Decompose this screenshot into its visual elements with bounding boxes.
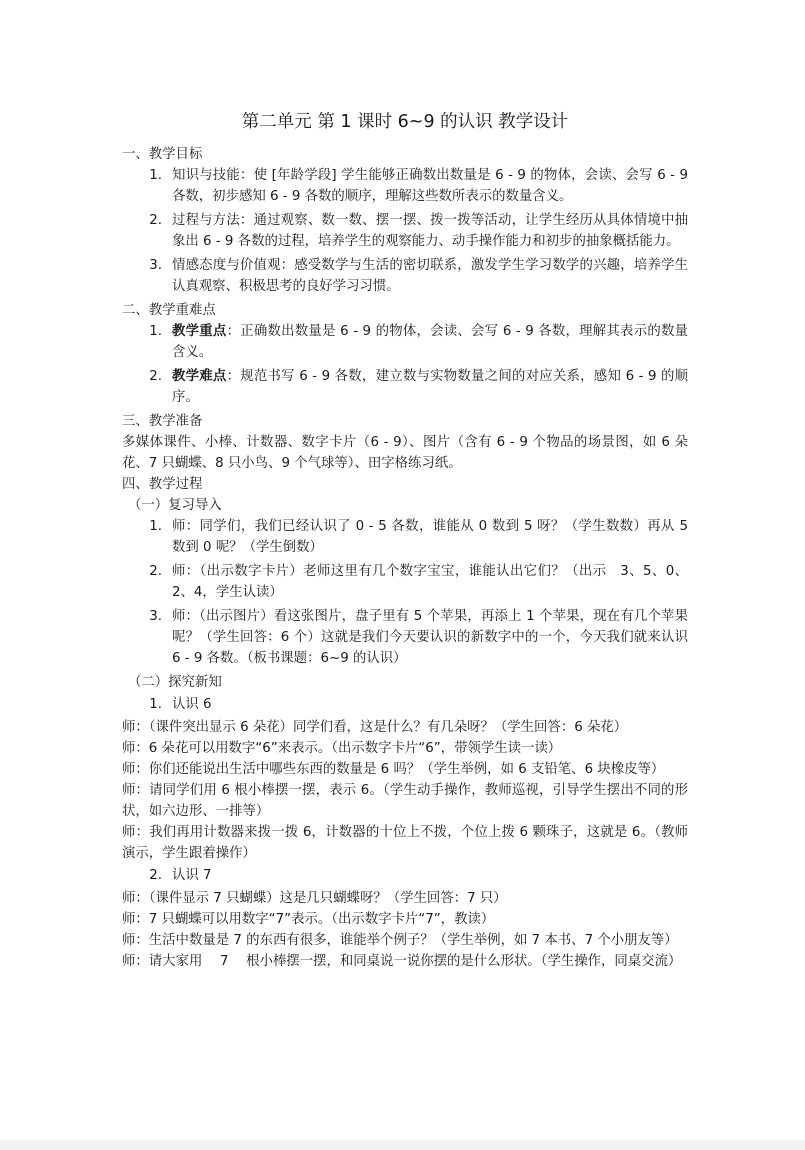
paragraph: 师：6 朵花可以用数字“6”来表示。（出示数字卡片“6”，带领学生读一读）	[122, 741, 562, 756]
section-heading-process: 四、教学过程	[122, 477, 203, 492]
list-text: 过程与方法：通过观察、数一数、摆一摆、拨一拨等活动，让学生经历从具体情境中抽象出 6 - 9 各数的过程，培养学生的观察能力、动手操作能力和初步的抽象概括能力。	[172, 213, 688, 249]
paragraph: 师：（课件显示 7 只蝴蝶）这是几只蝴蝶呀？（学生回答：7 只）	[122, 891, 507, 906]
list-item	[122, 210, 688, 252]
subsection-heading-explore: （二）探究新知	[128, 675, 222, 690]
subsection-heading-review: （一）复习导入	[128, 498, 222, 513]
list-number: 1.	[149, 168, 162, 183]
list-number: 2.	[149, 868, 162, 883]
list-item	[122, 606, 688, 669]
paragraph: 师：我们再用计数器来拨一拨 6，计数器的十位上不拨，个位上拨 6 颗珠子，这就是 6。（教师演示，学生跟着操作）	[122, 825, 688, 861]
paragraph: 师：生活中数量是 7 的东西有很多，谁能举个例子？（学生举例，如 7 本书、7 个小朋友等）	[122, 933, 678, 948]
list-text: 师：（出示图片）看这张图片，盘子里有 5 个苹果，再添上 1 个苹果，现在有几个苹果呢？（学生回答：6 个）这就是我们今天要认识的新数字中的一个，今天我们就来认识 6 - 9 各数。（板书课题：6~9 的认识）	[172, 609, 688, 666]
list-item	[122, 255, 688, 297]
list-bold-label: 教学重点	[172, 324, 227, 339]
paragraph: 师：你们还能说出生活中哪些东西的数量是 6 吗？（学生举例，如 6 支铅笔、6 块橡皮等）	[122, 762, 665, 777]
section-heading-objectives: 一、教学目标	[122, 147, 203, 162]
section-heading-key-points: 二、教学重难点	[122, 303, 216, 318]
list-number: 3.	[149, 258, 162, 273]
part-title: 认识 7	[172, 868, 212, 883]
paragraph: 师：（课件突出显示 6 朵花）同学们看，这是什么？有几朵呀？（学生回答：6 朵花）	[122, 720, 628, 735]
list-item	[122, 165, 688, 207]
list-number: 1.	[149, 519, 162, 534]
paragraph: 师：7 只蝴蝶可以用数字“7”表示。（出示数字卡片“7”，教读）	[122, 912, 495, 927]
list-number: 2.	[149, 564, 162, 579]
part-title: 认识 6	[172, 697, 212, 712]
list-text: 师：（出示数字卡片）老师这里有几个数字宝宝，谁能认出它们？（出示 3、5、0、2、4，学生认读）	[172, 564, 688, 600]
section-heading-preparation: 三、教学准备	[122, 414, 203, 429]
list-body: ：正确数出数量是 6 - 9 的物体，会读、会写 6 - 9 各数，理解其表示的数量含义。	[172, 324, 688, 360]
preparation-text: 多媒体课件、小棒、计数器、数字卡片（6 - 9）、图片（含有 6 - 9 个物品的场景图，如 6 朵花、7 只蝴蝶、8 只小鸟、9 个气球等）、田字格练习纸。	[122, 435, 688, 471]
list-number: 1.	[149, 324, 162, 339]
list-text	[172, 366, 688, 408]
part-heading-6	[122, 694, 688, 715]
list-text	[172, 321, 688, 363]
list-number: 1.	[149, 697, 162, 712]
document-title: 第二单元 第 1 课时 6~9 的认识 教学设计	[241, 112, 569, 132]
list-number: 2.	[149, 369, 162, 384]
list-item	[122, 366, 688, 408]
list-number: 2.	[149, 213, 162, 228]
list-bold-label: 教学难点	[172, 369, 227, 384]
list-body: ：规范书写 6 - 9 各数，建立数与实物数量之间的对应关系，感知 6 - 9 的顺序。	[172, 369, 688, 405]
document-body	[122, 108, 688, 972]
paragraph: 师：请大家用 7 根小棒摆一摆，和同桌说一说你摆的是什么形状。（学生操作，同桌交流）	[122, 954, 682, 969]
list-item	[122, 321, 688, 363]
list-text: 师：同学们，我们已经认识了 0 - 5 各数，谁能从 0 数到 5 呀？（学生数数）再从 5 数到 0 呢？（学生倒数）	[172, 519, 688, 555]
list-text: 知识与技能：使 [年龄学段] 学生能够正确数出数量是 6 - 9 的物体，会读、会写 6 - 9 各数，初步感知 6 - 9 各数的顺序，理解这些数所表示的数量含义。	[172, 168, 688, 204]
list-number: 3.	[149, 609, 162, 624]
list-item	[122, 516, 688, 558]
list-item	[122, 561, 688, 603]
part-heading-7	[122, 865, 688, 886]
paragraph: 师：请同学们用 6 根小棒摆一摆，表示 6。（学生动手操作，教师巡视，引导学生摆出不同的形状，如六边形、一排等）	[122, 783, 688, 819]
list-text: 情感态度与价值观：感受数学与生活的密切联系，激发学生学习数学的兴趣，培养学生认真观察、积极思考的良好学习习惯。	[172, 258, 688, 294]
